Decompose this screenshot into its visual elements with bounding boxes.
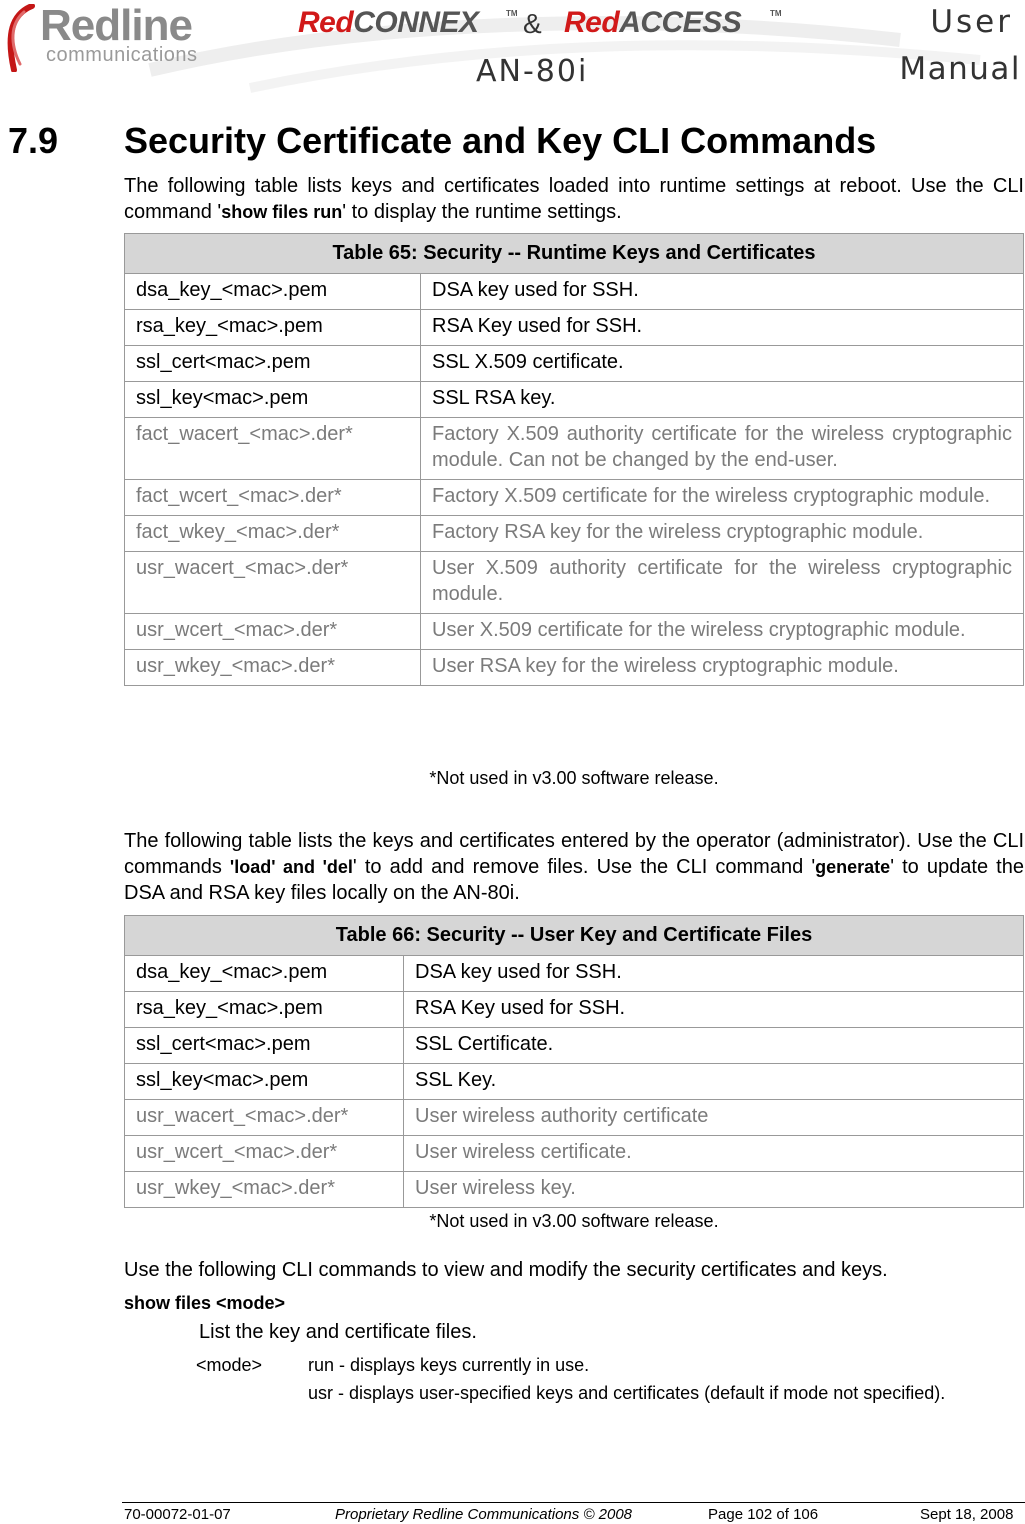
product-model: AN-80i	[476, 54, 589, 89]
table-row	[125, 650, 1024, 686]
table-row	[125, 418, 1024, 480]
file-name-cell: usr_wacert_<mac>.der*	[125, 552, 421, 614]
footer-document-number: 70-00072-01-07	[124, 1506, 231, 1523]
table-row	[125, 1100, 1024, 1136]
description-cell: User wireless key.	[404, 1172, 1024, 1208]
cli-command-generate: generate	[815, 857, 891, 877]
table-row	[125, 382, 1024, 418]
table-row	[125, 310, 1024, 346]
operator-files-paragraph	[124, 828, 1024, 906]
description-cell: User X.509 authority certificate for the wireless cryptographic module.	[421, 552, 1024, 614]
file-name-cell: fact_wkey_<mac>.der*	[125, 516, 421, 552]
table-user-files	[124, 915, 1024, 1208]
description-cell: User RSA key for the wireless cryptographic module.	[421, 650, 1024, 686]
table-runtime-keys	[124, 233, 1024, 686]
description-cell: Factory X.509 authority certificate for the wireless cryptographic module. Can not be changed by the end-user.	[421, 418, 1024, 480]
description-cell: SSL Certificate.	[404, 1028, 1024, 1064]
table-row	[125, 614, 1024, 650]
table-row	[125, 480, 1024, 516]
page-header	[0, 0, 1025, 100]
file-name-cell: usr_wcert_<mac>.der*	[125, 614, 421, 650]
quote-mark: ' and '	[271, 857, 327, 877]
cli-command-del: del	[326, 857, 353, 877]
brand-redconnex-rest: CONNEX	[353, 6, 479, 39]
table-row	[125, 1172, 1024, 1208]
commands-intro-paragraph: Use the following CLI commands to view and modify the security certificates and keys.	[124, 1259, 888, 1281]
brand-redconnex	[298, 6, 479, 40]
cli-command-load: load	[234, 857, 272, 877]
description-cell: SSL X.509 certificate.	[421, 346, 1024, 382]
command-show-files: show files <mode>	[124, 1293, 286, 1313]
description-cell: User wireless authority certificate	[404, 1100, 1024, 1136]
table-row	[125, 1136, 1024, 1172]
footer-page-number: Page 102 of 106	[708, 1506, 819, 1523]
brand-redaccess-red: Red	[564, 6, 620, 39]
table-row	[125, 1064, 1024, 1100]
table-row	[125, 992, 1024, 1028]
description-cell: DSA key used for SSH.	[421, 274, 1024, 310]
brand-redconnex-red: Red	[298, 6, 354, 39]
table-row	[125, 956, 1024, 992]
description-cell: SSL RSA key.	[421, 382, 1024, 418]
section-title: Security Certificate and Key CLI Commands	[124, 120, 877, 161]
footer-proprietary-notice: Proprietary Redline Communications © 2008	[335, 1506, 633, 1523]
footer-divider	[122, 1502, 1025, 1503]
brand-redaccess-rest: ACCESS	[619, 6, 742, 39]
command-parameter: <mode>	[196, 1355, 263, 1375]
intro-text-before: The following table lists keys and certificates loaded into runtime settings at reboot. Use the CLI command '	[124, 175, 1024, 223]
intro-paragraph	[124, 173, 1024, 225]
file-name-cell: ssl_key<mac>.pem	[125, 382, 421, 418]
logo-subtitle: communications	[46, 44, 198, 66]
paragraph-text: ' to update the DSA and RSA key files locally on the AN-80i.	[124, 856, 1024, 904]
description-cell: RSA Key used for SSH.	[404, 992, 1024, 1028]
table-row	[125, 1028, 1024, 1064]
file-name-cell: fact_wcert_<mac>.der*	[125, 480, 421, 516]
redline-logo-icon	[2, 4, 42, 72]
table-footnote: *Not used in v3.00 software release.	[429, 768, 719, 788]
quote-mark: '	[229, 857, 235, 877]
doc-title-line2: Manual	[899, 51, 1021, 87]
table-row	[125, 552, 1024, 614]
intro-text-after: ' to display the runtime settings.	[342, 201, 622, 223]
file-name-cell: usr_wcert_<mac>.der*	[125, 1136, 404, 1172]
file-name-cell: ssl_cert<mac>.pem	[125, 346, 421, 382]
table-footnote: *Not used in v3.00 software release.	[429, 1211, 719, 1231]
parameter-option-usr: usr - displays user-specified keys and certificates (default if mode not specified).	[308, 1383, 946, 1403]
doc-title-line1: User	[930, 4, 1013, 40]
paragraph-text: ' to add and remove files. Use the CLI command '	[352, 856, 816, 878]
description-cell: SSL Key.	[404, 1064, 1024, 1100]
trademark-mark: TM	[506, 9, 518, 18]
file-name-cell: rsa_key_<mac>.pem	[125, 992, 404, 1028]
file-name-cell: ssl_cert<mac>.pem	[125, 1028, 404, 1064]
paragraph-text: The following table lists the keys and certificates entered by the operator (administrator). Use the CLI commands	[124, 830, 1024, 878]
file-name-cell: dsa_key_<mac>.pem	[125, 956, 404, 992]
description-cell: RSA Key used for SSH.	[421, 310, 1024, 346]
brand-ampersand: &	[523, 8, 542, 39]
file-name-cell: dsa_key_<mac>.pem	[125, 274, 421, 310]
cli-command-show-files-run: show files run	[221, 202, 343, 222]
description-cell: User wireless certificate.	[404, 1136, 1024, 1172]
footer-date: Sept 18, 2008	[920, 1506, 1014, 1523]
table-row	[125, 346, 1024, 382]
description-cell: Factory X.509 certificate for the wireless cryptographic module.	[421, 480, 1024, 516]
brand-redaccess	[564, 6, 741, 40]
file-name-cell: usr_wacert_<mac>.der*	[125, 1100, 404, 1136]
parameter-option-run: run - displays keys currently in use.	[308, 1355, 590, 1375]
table-caption: Table 65: Security -- Runtime Keys and Certificates	[125, 234, 1024, 274]
description-cell: Factory RSA key for the wireless cryptographic module.	[421, 516, 1024, 552]
table-caption: Table 66: Security -- User Key and Certificate Files	[125, 916, 1024, 956]
file-name-cell: rsa_key_<mac>.pem	[125, 310, 421, 346]
logo-name: Redline	[40, 1, 192, 50]
table-row	[125, 516, 1024, 552]
section-number: 7.9	[8, 120, 59, 161]
file-name-cell: fact_wacert_<mac>.der*	[125, 418, 421, 480]
table-row	[125, 274, 1024, 310]
trademark-mark: TM	[770, 9, 782, 18]
file-name-cell: usr_wkey_<mac>.der*	[125, 650, 421, 686]
command-description: List the key and certificate files.	[199, 1321, 477, 1343]
description-cell: User X.509 certificate for the wireless cryptographic module.	[421, 614, 1024, 650]
file-name-cell: ssl_key<mac>.pem	[125, 1064, 404, 1100]
file-name-cell: usr_wkey_<mac>.der*	[125, 1172, 404, 1208]
description-cell: DSA key used for SSH.	[404, 956, 1024, 992]
